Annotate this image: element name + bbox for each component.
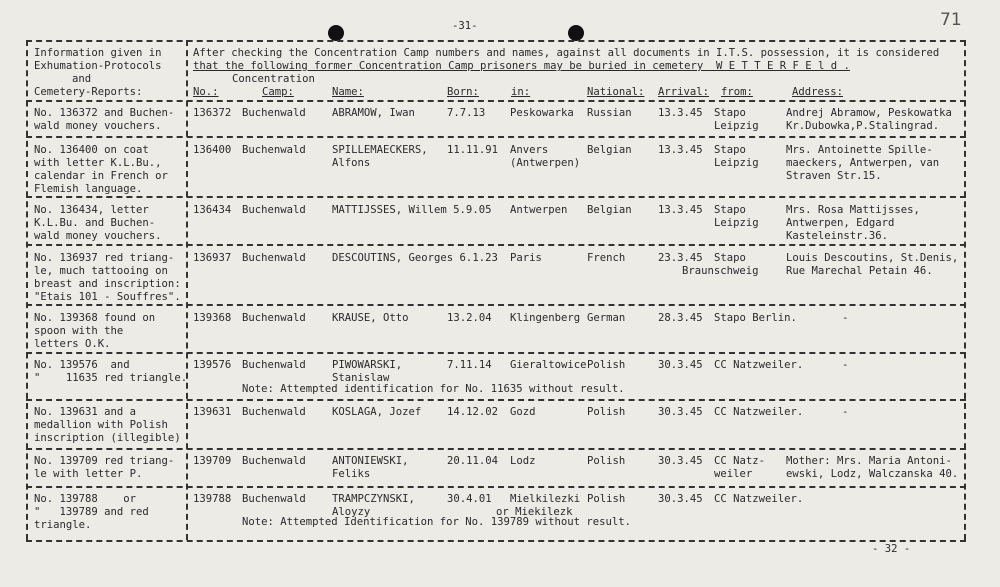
- row-name: Feliks: [332, 468, 371, 480]
- row-separator: [26, 486, 966, 488]
- row-info-line: inscription (illegible): [34, 432, 181, 444]
- row-from: weiler: [714, 468, 753, 480]
- row-arrival-date: 30.3.45: [658, 455, 703, 467]
- row-address: Antwerpen, Edgard: [786, 217, 895, 229]
- row-info-line: No. 136434, letter: [34, 204, 149, 216]
- row-nationality: Polish: [587, 493, 626, 505]
- frame-left: [26, 40, 28, 540]
- row-camp: Buchenwald: [242, 359, 306, 371]
- row-name: MATTIJSSES, Willem 5.9.05: [332, 204, 492, 216]
- frame-top: [26, 40, 966, 42]
- row-separator: [26, 399, 966, 401]
- row-from: CC Natzweiler.: [714, 406, 804, 418]
- row-camp: Buchenwald: [242, 406, 306, 418]
- row-birthplace: Paris: [510, 252, 542, 264]
- row-nationality: Polish: [587, 406, 626, 418]
- row-info-line: No. 139709 red triang-: [34, 455, 175, 467]
- row-camp: Buchenwald: [242, 493, 306, 505]
- row-from: Leipzig: [714, 120, 759, 132]
- row-separator: [26, 448, 966, 450]
- row-nationality: Polish: [587, 455, 626, 467]
- row-birthplace: Anvers: [510, 144, 549, 156]
- top-page-mark: -31-: [452, 20, 478, 32]
- col-in: in:: [511, 86, 531, 98]
- page-number: 71: [940, 10, 962, 30]
- col-camp: Camp:: [262, 86, 294, 98]
- row-note: Note: Attempted Identification for No. 139789 without result.: [242, 516, 632, 528]
- row-info-line: breast and inscription:: [34, 278, 181, 290]
- row-info-line: calendar in French or: [34, 170, 168, 182]
- col-from: from:: [721, 86, 753, 98]
- intro-line-1: After checking the Concentration Camp numbers and names, against all documents in I.T.S. possession, it is considered: [193, 47, 940, 59]
- row-info-line: " 139789 and red: [34, 506, 149, 518]
- row-camp: Buchenwald: [242, 204, 306, 216]
- row-arrival-date: 13.3.45: [658, 144, 703, 156]
- row-info-line: No. 136937 red triang-: [34, 252, 175, 264]
- row-name: Alfons: [332, 157, 371, 169]
- row-camp: Buchenwald: [242, 107, 306, 119]
- left-header-line: Cemetery-Reports:: [34, 86, 143, 98]
- row-info-line: No. 136400 on coat: [34, 144, 149, 156]
- row-address: maeckers, Antwerpen, van: [786, 157, 940, 169]
- row-born-date: 7.11.14: [447, 359, 492, 371]
- row-birthplace: Antwerpen: [510, 204, 568, 216]
- row-address: Andrej Abramow, Peskowatka: [786, 107, 952, 119]
- row-birthplace: Gozd: [510, 406, 536, 418]
- col-no: No.:: [193, 86, 219, 98]
- row-arrival-date: 13.3.45: [658, 204, 703, 216]
- row-address: -: [842, 312, 849, 324]
- row-arrival-date: 30.3.45: [658, 406, 703, 418]
- row-name: KRAUSE, Otto: [332, 312, 409, 324]
- row-arrival-date: 23.3.45: [658, 252, 703, 264]
- row-info-line: wald money vouchers.: [34, 230, 162, 242]
- row-nationality: Russian: [587, 107, 632, 119]
- row-name: Stanislaw: [332, 372, 390, 384]
- row-born-date: 20.11.04: [447, 455, 499, 467]
- row-prisoner-number: 139631: [193, 406, 232, 418]
- row-from: Leipzig: [714, 217, 759, 229]
- row-from: Stapo: [714, 204, 746, 216]
- row-name: ANTONIEWSKI,: [332, 455, 409, 467]
- row-prisoner-number: 139368: [193, 312, 232, 324]
- row-birthplace: Klingenberg: [510, 312, 581, 324]
- row-birthplace: Mielkilezki: [510, 493, 581, 505]
- row-from: CC Natzweiler.: [714, 493, 804, 505]
- row-address: Mrs. Rosa Mattijsses,: [786, 204, 920, 216]
- row-address: Kasteleinstr.36.: [786, 230, 889, 242]
- col-born: Born:: [447, 86, 479, 98]
- row-from: Stapo: [714, 252, 746, 264]
- row-info-line: wald money vouchers.: [34, 120, 162, 132]
- row-arrival-date: 13.3.45: [658, 107, 703, 119]
- row-separator: [26, 136, 966, 138]
- row-prisoner-number: 136434: [193, 204, 232, 216]
- row-info-line: le, much tattooing on: [34, 265, 168, 277]
- row-note: Note: Attempted identification for No. 11635 without result.: [242, 383, 625, 395]
- row-address: -: [842, 406, 849, 418]
- row-info-line: No. 139576 and: [34, 359, 130, 371]
- row-from: Leipzig: [714, 157, 759, 169]
- row-separator: [26, 196, 966, 198]
- frame-right: [964, 40, 966, 540]
- row-arrival-date: 30.3.45: [658, 359, 703, 371]
- row-from: Stapo: [714, 107, 746, 119]
- row-address: ewski, Lodz, Walczanska 40.: [786, 468, 959, 480]
- row-prisoner-number: 139576: [193, 359, 232, 371]
- row-birthplace: (Antwerpen): [510, 157, 581, 169]
- col-national: National:: [587, 86, 645, 98]
- row-separator: [26, 100, 966, 102]
- row-address: Straven Str.15.: [786, 170, 882, 182]
- row-prisoner-number: 139709: [193, 455, 232, 467]
- col-arrival: Arrival:: [658, 86, 710, 98]
- punch-hole-left: [328, 25, 344, 41]
- row-birthplace: or Miekilezk: [496, 506, 573, 518]
- row-arrival-date: 28.3.45: [658, 312, 703, 324]
- row-birthplace: Peskowarka: [510, 107, 574, 119]
- row-separator: [26, 352, 966, 354]
- col-name: Name:: [332, 86, 364, 98]
- row-name: PIWOWARSKI,: [332, 359, 403, 371]
- bottom-page-mark: - 32 -: [872, 543, 911, 555]
- row-info-line: triangle.: [34, 519, 92, 531]
- row-camp: Buchenwald: [242, 312, 306, 324]
- row-from: Stapo Berlin.: [714, 312, 797, 324]
- row-info-line: spoon with the: [34, 325, 124, 337]
- row-address: Kr.Dubowka,P.Stalingrad.: [786, 120, 940, 132]
- row-name: TRAMPCZYNSKI,: [332, 493, 415, 505]
- row-name: ABRAMOW, Iwan: [332, 107, 415, 119]
- row-born-date: 14.12.02: [447, 406, 499, 418]
- col-address: Address:: [792, 86, 844, 98]
- row-from: CC Natz-: [714, 455, 766, 467]
- row-info-line: No. 139368 found on: [34, 312, 156, 324]
- row-info-line: "Etais 101 - Souffres".: [34, 291, 181, 303]
- left-header-line: and: [72, 73, 92, 85]
- row-info-line: K.L.Bu. and Buchen-: [34, 217, 156, 229]
- row-address: Louis Descoutins, St.Denis,: [786, 252, 959, 264]
- row-address: -: [842, 359, 849, 371]
- column-divider: [186, 40, 188, 540]
- row-address: Mother: Mrs. Maria Antoni-: [786, 455, 952, 467]
- row-info-line: medallion with Polish: [34, 419, 168, 431]
- row-from: Braunschweig: [682, 265, 759, 277]
- row-separator: [26, 244, 966, 246]
- row-camp: Buchenwald: [242, 455, 306, 467]
- frame-bottom: [26, 540, 966, 542]
- row-from: CC Natzweiler.: [714, 359, 804, 371]
- row-prisoner-number: 139788: [193, 493, 232, 505]
- left-header-line: Information given in: [34, 47, 162, 59]
- row-info-line: No. 139788 or: [34, 493, 137, 505]
- row-nationality: Belgian: [587, 204, 632, 216]
- row-birthplace: Gieraltowice: [510, 359, 587, 371]
- row-nationality: French: [587, 252, 626, 264]
- row-birthplace: Lodz: [510, 455, 536, 467]
- row-camp: Buchenwald: [242, 144, 306, 156]
- row-prisoner-number: 136400: [193, 144, 232, 156]
- row-name: KOSLAGA, Jozef: [332, 406, 422, 418]
- row-info-line: No. 139631 and a: [34, 406, 137, 418]
- row-info-line: " 11635 red triangle.: [34, 372, 188, 384]
- row-info-line: letters O.K.: [34, 338, 111, 350]
- row-name: SPILLEMAECKERS,: [332, 144, 428, 156]
- row-name: DESCOUTINS, Georges 6.1.23: [332, 252, 498, 264]
- col-camp-top: Concentration: [232, 73, 315, 85]
- row-born-date: 13.2.04: [447, 312, 492, 324]
- intro-line-2: that the following former Concentration Camp prisoners may be buried in cemetery W E T T E R F E l d .: [193, 60, 850, 72]
- row-separator: [26, 304, 966, 306]
- row-info-line: Flemish language.: [34, 183, 143, 195]
- row-info-line: with letter K.L.Bu.,: [34, 157, 162, 169]
- row-from: Stapo: [714, 144, 746, 156]
- row-born-date: 30.4.01: [447, 493, 492, 505]
- row-nationality: Polish: [587, 359, 626, 371]
- punch-hole-right: [568, 25, 584, 41]
- row-nationality: Belgian: [587, 144, 632, 156]
- row-born-date: 7.7.13: [447, 107, 486, 119]
- row-info-line: No. 136372 and Buchen-: [34, 107, 175, 119]
- row-born-date: 11.11.91: [447, 144, 499, 156]
- row-prisoner-number: 136937: [193, 252, 232, 264]
- row-prisoner-number: 136372: [193, 107, 232, 119]
- row-nationality: German: [587, 312, 626, 324]
- row-address: Rue Marechal Petain 46.: [786, 265, 933, 277]
- row-name: Aloyzy: [332, 506, 371, 518]
- row-arrival-date: 30.3.45: [658, 493, 703, 505]
- row-address: Mrs. Antoinette Spille-: [786, 144, 933, 156]
- row-camp: Buchenwald: [242, 252, 306, 264]
- left-header-line: Exhumation-Protocols: [34, 60, 162, 72]
- row-info-line: le with letter P.: [34, 468, 143, 480]
